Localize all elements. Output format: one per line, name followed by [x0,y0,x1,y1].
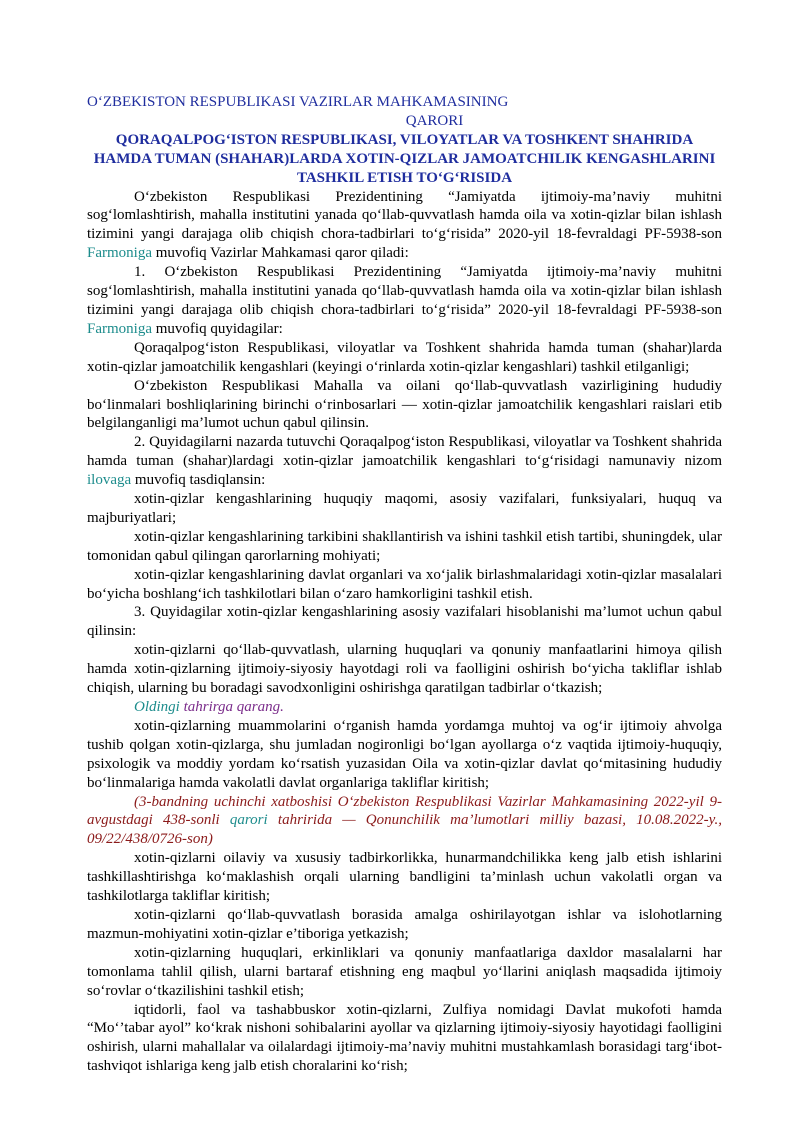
paragraph: xotin-qizlar kengashlarining davlat organlari va xo‘jalik birlashmalaridagi xotin-qizlar masalalari bo‘yicha boshlang‘ich tashkilotlari bilan o‘zaro hamkorligini tashkil etish. [87,566,722,602]
clause-2-paragraph: 2. Quyidagilarni nazarda tutuvchi Qoraqalpog‘iston Respublikasi, viloyatlar va Toshkent shahrida hamda tuman (shahar)lardagi xotin-qizlar jamoatchilik kengashlari to‘g‘risidagi namunaviy nizom ilovaga muvofiq tasdiqlansin: [87,434,722,489]
paragraph: iqtidorli, faol va tashabbuskor xotin-qizlarni, Zulfiya nomidagi Davlat mukofoti hamda “Mo‘’tabar ayol” ko‘krak nishoni sohibalarini ayollar va qizlarning ijtimoiy-siyosiy hayotidagi faolligini oshirish, ularni mahallalar va oilalardagi ijtimoiy-ma’naviy muhitni mustahkamlash borasidagi targ‘ibot-tashviqot ishlariga keng jalb etish choralarini ko‘rish; [87,1001,722,1075]
clause-3-paragraph: 3. Quyidagilar xotin-qizlar kengashlarining asosiy vazifalari hisoblanishi ma’lumot uchun qabul qilinsin: [87,604,722,640]
paragraph: xotin-qizlar kengashlarining huquqiy maqomi, asosiy vazifalari, funksiyalari, huquq va majburiyatlari; [87,491,722,526]
farmon-link-2[interactable]: Farmoniga [87,320,152,337]
previous-edition-note: Oldingi tahrirga qarang. [134,699,284,715]
document-page [87,93,722,1076]
paragraph: Qoraqalpog‘iston Respublikasi, viloyatlar va Toshkent shahrida hamda tuman (shahar)larda xotin-qizlar jamoatchilik kengashlari (keyingi o‘rinlarda xotin-qizlar kengashlari) tashkil etilganligi; [87,339,722,375]
issuer-line: O‘ZBEKISTON RESPUBLIKASI VAZIRLAR MAHKAMASINING [87,94,509,110]
paragraph: xotin-qizlarni oilaviy va xususiy tadbirkorlikka, hunarmandchilikka keng jalb etish ishlarini tashkillashtirishga ko‘maklashish orqali ularning bandligini ta’minlash uchun vakolatli organ va tashkilotlarga takliflar kiritish; [87,850,722,905]
paragraph: xotin-qizlarning muammolarini o‘rganish hamda yordamga muhtoj va og‘ir ijtimoiy ahvolga tushib qolgan xotin-qizlarga, shu jumladan nogironligi bo‘lgan ayollarga o‘z vaqtida ijtimoiy-huquqiy, psixologik va moddiy yordam ko‘rsatish yuzasidan Oila va xotin-qizlar davlat qo‘mitasining hududiy bo‘linmalariga hamda vakolatli davlat organlariga takliflar kiritish; [87,717,722,791]
amendment-note: (3-bandning uchinchi xatboshisi O‘zbekiston Respublikasi Vazirlar Mahkamasining 2022-yil 9-avgustdagi 438-sonli qarori tahririda — Qonunchilik ma’lumotlari milliy bazasi, 10.08.2022-y., 09/22/438/0726-son) [87,793,722,848]
paragraph: xotin-qizlarni qo‘llab-quvvatlash, ularning huquqlari va qonuniy manfaatlarini himoya qilish hamda xotin-qizlarning ijtimoiy-siyosiy hayotdagi roli va faolligini oshirish bo‘yicha takliflar ishlab chiqish, ularning bu boradagi savodxonligini oshirishga qaratilgan tadbirlar o‘tkazish; [87,642,722,697]
doc-type-line: QARORI [405,112,464,129]
paragraph: xotin-qizlarning huquqlari, erkinliklari va qonuniy manfaatlariga daxldor masalalarni har tomonlama tahlil qilish, ularni bartaraf etishning eng maqbul yo‘llarini aniqlash maqsadida ijtimoiy so‘rovlar o‘tkazilishini tashkil etish; [87,944,722,999]
previous-edition-link[interactable]: Oldingi [134,699,180,715]
farmon-link[interactable]: Farmoniga [87,245,152,262]
decree-link[interactable]: qarori [229,812,268,829]
paragraph: O‘zbekiston Respublikasi Mahalla va oilani qo‘llab-quvvatlash vazirligining hududiy bo‘linmalari boshliqlarining birinchi o‘rinbosarlari — xotin-qizlar jamoatchilik kengashlari raislari etib belgilanganligi ma’lumot uchun qabul qilinsin. [87,377,722,432]
clause-1-paragraph: 1. O‘zbekiston Respublikasi Prezidentining “Jamiyatda ijtimoiy-ma’naviy muhitni sog‘lomlashtirish, mahalla institutini yanada qo‘llab-quvvatlash hamda oila va xotin-qizlar bilan ishlash tizimini yangi darajaga olib chiqish chora-tadbirlari to‘g‘risida” 2020-yil 18-fevraldagi PF-5938-son Farmoniga muvofiq quyidagilar: [87,264,722,337]
annex-link[interactable]: ilovaga [87,472,132,489]
paragraph: xotin-qizlarni qo‘llab-quvvatlash borasida amalga oshirilayotgan ishlar va islohotlarning mazmun-mohiyatini xotin-qizlar e’tiboriga yetkazish; [87,906,722,942]
preamble-paragraph: O‘zbekiston Respublikasi Prezidentining “Jamiyatda ijtimoiy-ma’naviy muhitni sog‘lomlashtirish, mahalla institutini yanada qo‘llab-quvvatlash hamda oila va xotin-qizlar bilan ishlash tizimini yangi darajaga olib chiqish chora-tadbirlari to‘g‘risida” 2020-yil 18-fevraldagi PF-5938-son Farmoniga muvofiq Vazirlar Mahkamasi qaror qiladi: [87,188,722,262]
paragraph: xotin-qizlar kengashlarining tarkibini shakllantirish va ishini tashkil etish tartibi, shuningdek, ular tomonidan qabul qilingan qarorlarning mohiyati; [87,528,722,564]
document-title: QORAQALPOG‘ISTON RESPUBLIKASI, VILOYATLAR VA TOSHKENT SHAHRIDA HAMDA TUMAN (SHAHAR)LARDA XOTIN-QIZLAR JAMOATCHILIK KENGASHLARINI TASHKIL ETISH TO‘G‘RISIDA [93,131,716,186]
